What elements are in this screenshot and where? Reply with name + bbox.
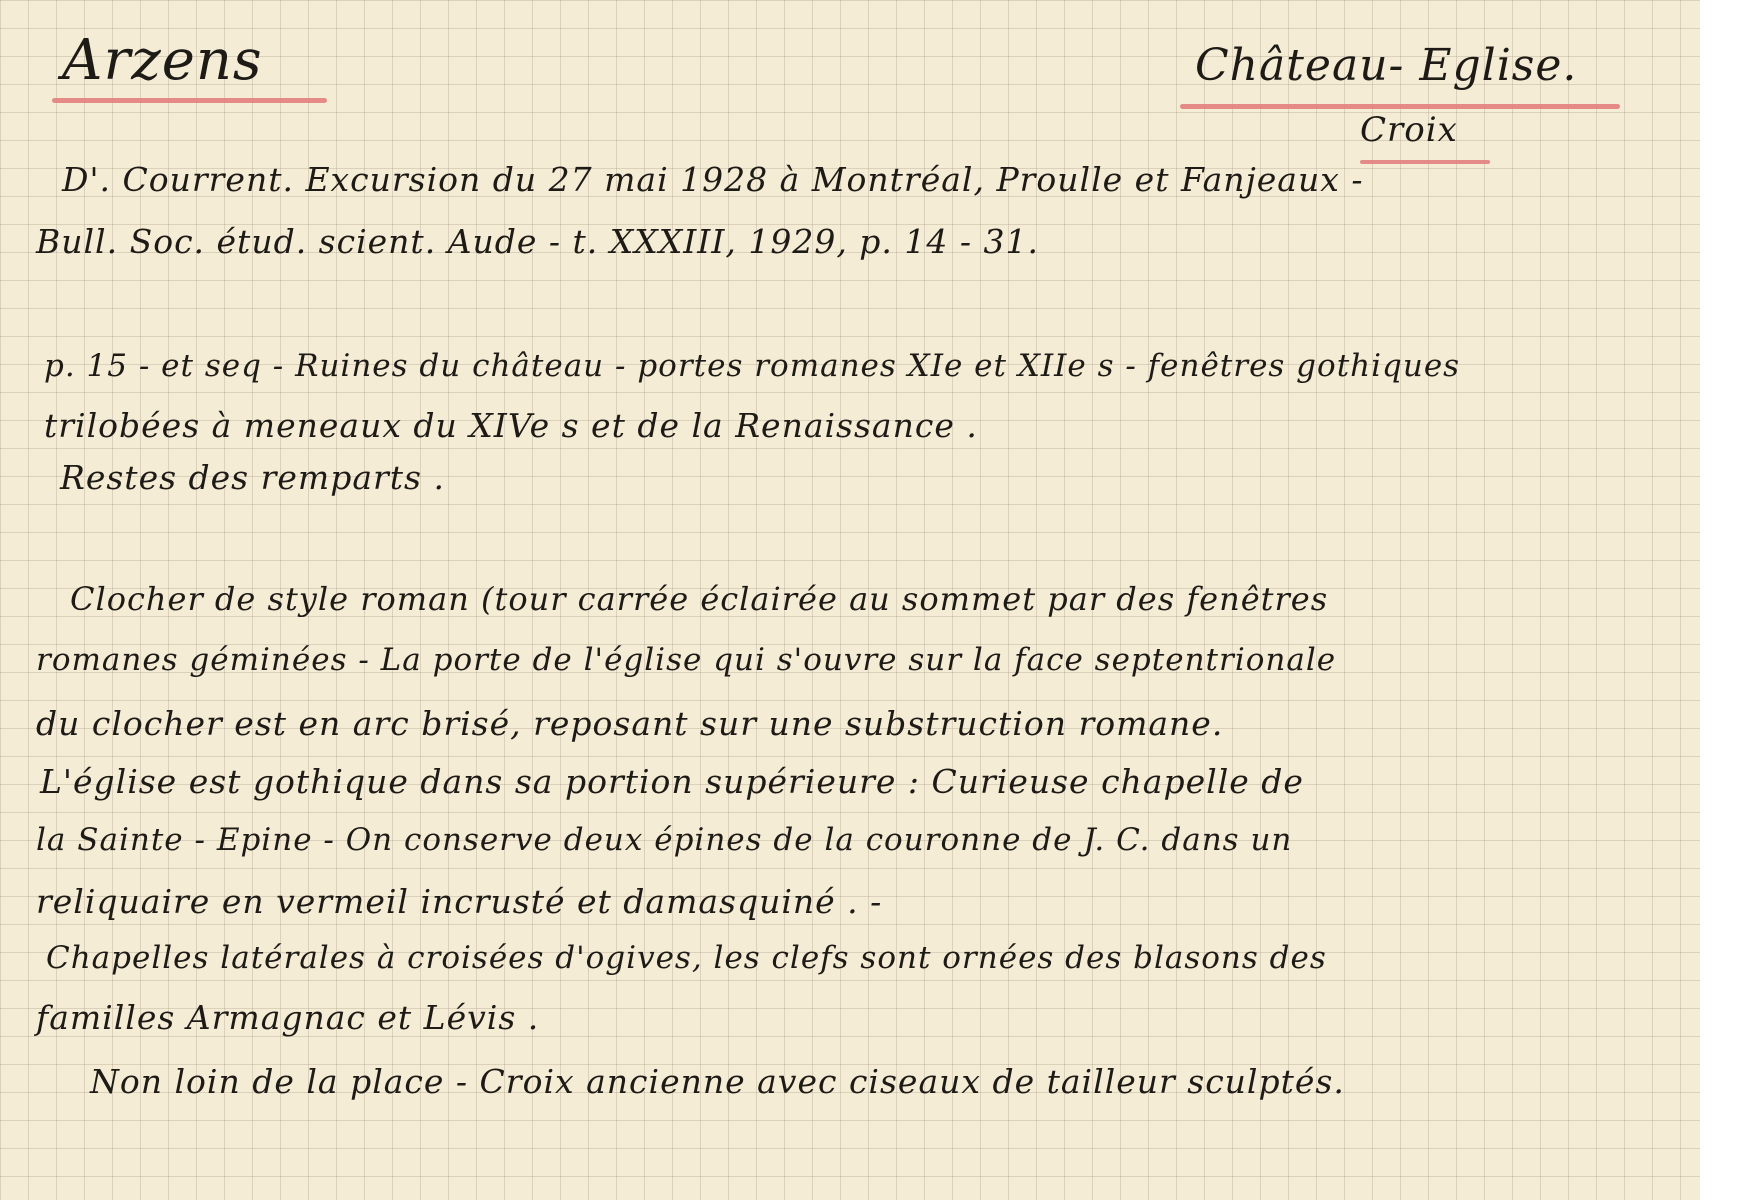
reference-line: D'. Courrent. Excursion du 27 mai 1928 à Montréal, Proulle et Fanjeaux - <box>62 160 1364 199</box>
subject-title-underline <box>1180 104 1620 109</box>
eglise-line: Chapelles latérales à croisées d'ogives, les clefs sont ornées des blasons des <box>46 940 1327 976</box>
eglise-line: du clocher est en arc brisé, reposant sur une substruction romane. <box>36 704 1224 743</box>
eglise-line: reliquaire en vermeil incrusté et damasquiné . - <box>36 882 883 921</box>
eglise-line: L'église est gothique dans sa portion supérieure : Curieuse chapelle de <box>40 762 1304 801</box>
reference-line: Bull. Soc. étud. scient. Aude - t. XXXIII, 1929, p. 14 - 31. <box>36 222 1040 261</box>
subject-title: Château- Eglise. <box>1195 40 1578 91</box>
eglise-line: Clocher de style roman (tour carrée éclairée au sommet par des fenêtres <box>70 580 1329 618</box>
chateau-line: Restes des remparts . <box>60 458 445 497</box>
chateau-line: p. 15 - et seq - Ruines du château - portes romanes XIe et XIIe s - fenêtres gothiques <box>44 348 1461 384</box>
subject-addition: Croix <box>1360 110 1458 150</box>
chateau-line: trilobées à meneaux du XIVe s et de la Renaissance . <box>44 406 978 445</box>
place-title-underline <box>52 98 327 103</box>
eglise-line: familles Armagnac et Lévis . <box>36 998 540 1037</box>
eglise-line: la Sainte - Epine - On conserve deux épines de la couronne de J. C. dans un <box>36 822 1293 858</box>
croix-line: Non loin de la place - Croix ancienne avec ciseaux de tailleur sculptés. <box>90 1062 1345 1101</box>
place-title: Arzens <box>62 28 263 93</box>
scan-margin <box>1700 0 1760 1200</box>
eglise-line: romanes géminées - La porte de l'église qui s'ouvre sur la face septentrionale <box>36 642 1337 678</box>
subject-addition-underline <box>1360 160 1490 164</box>
